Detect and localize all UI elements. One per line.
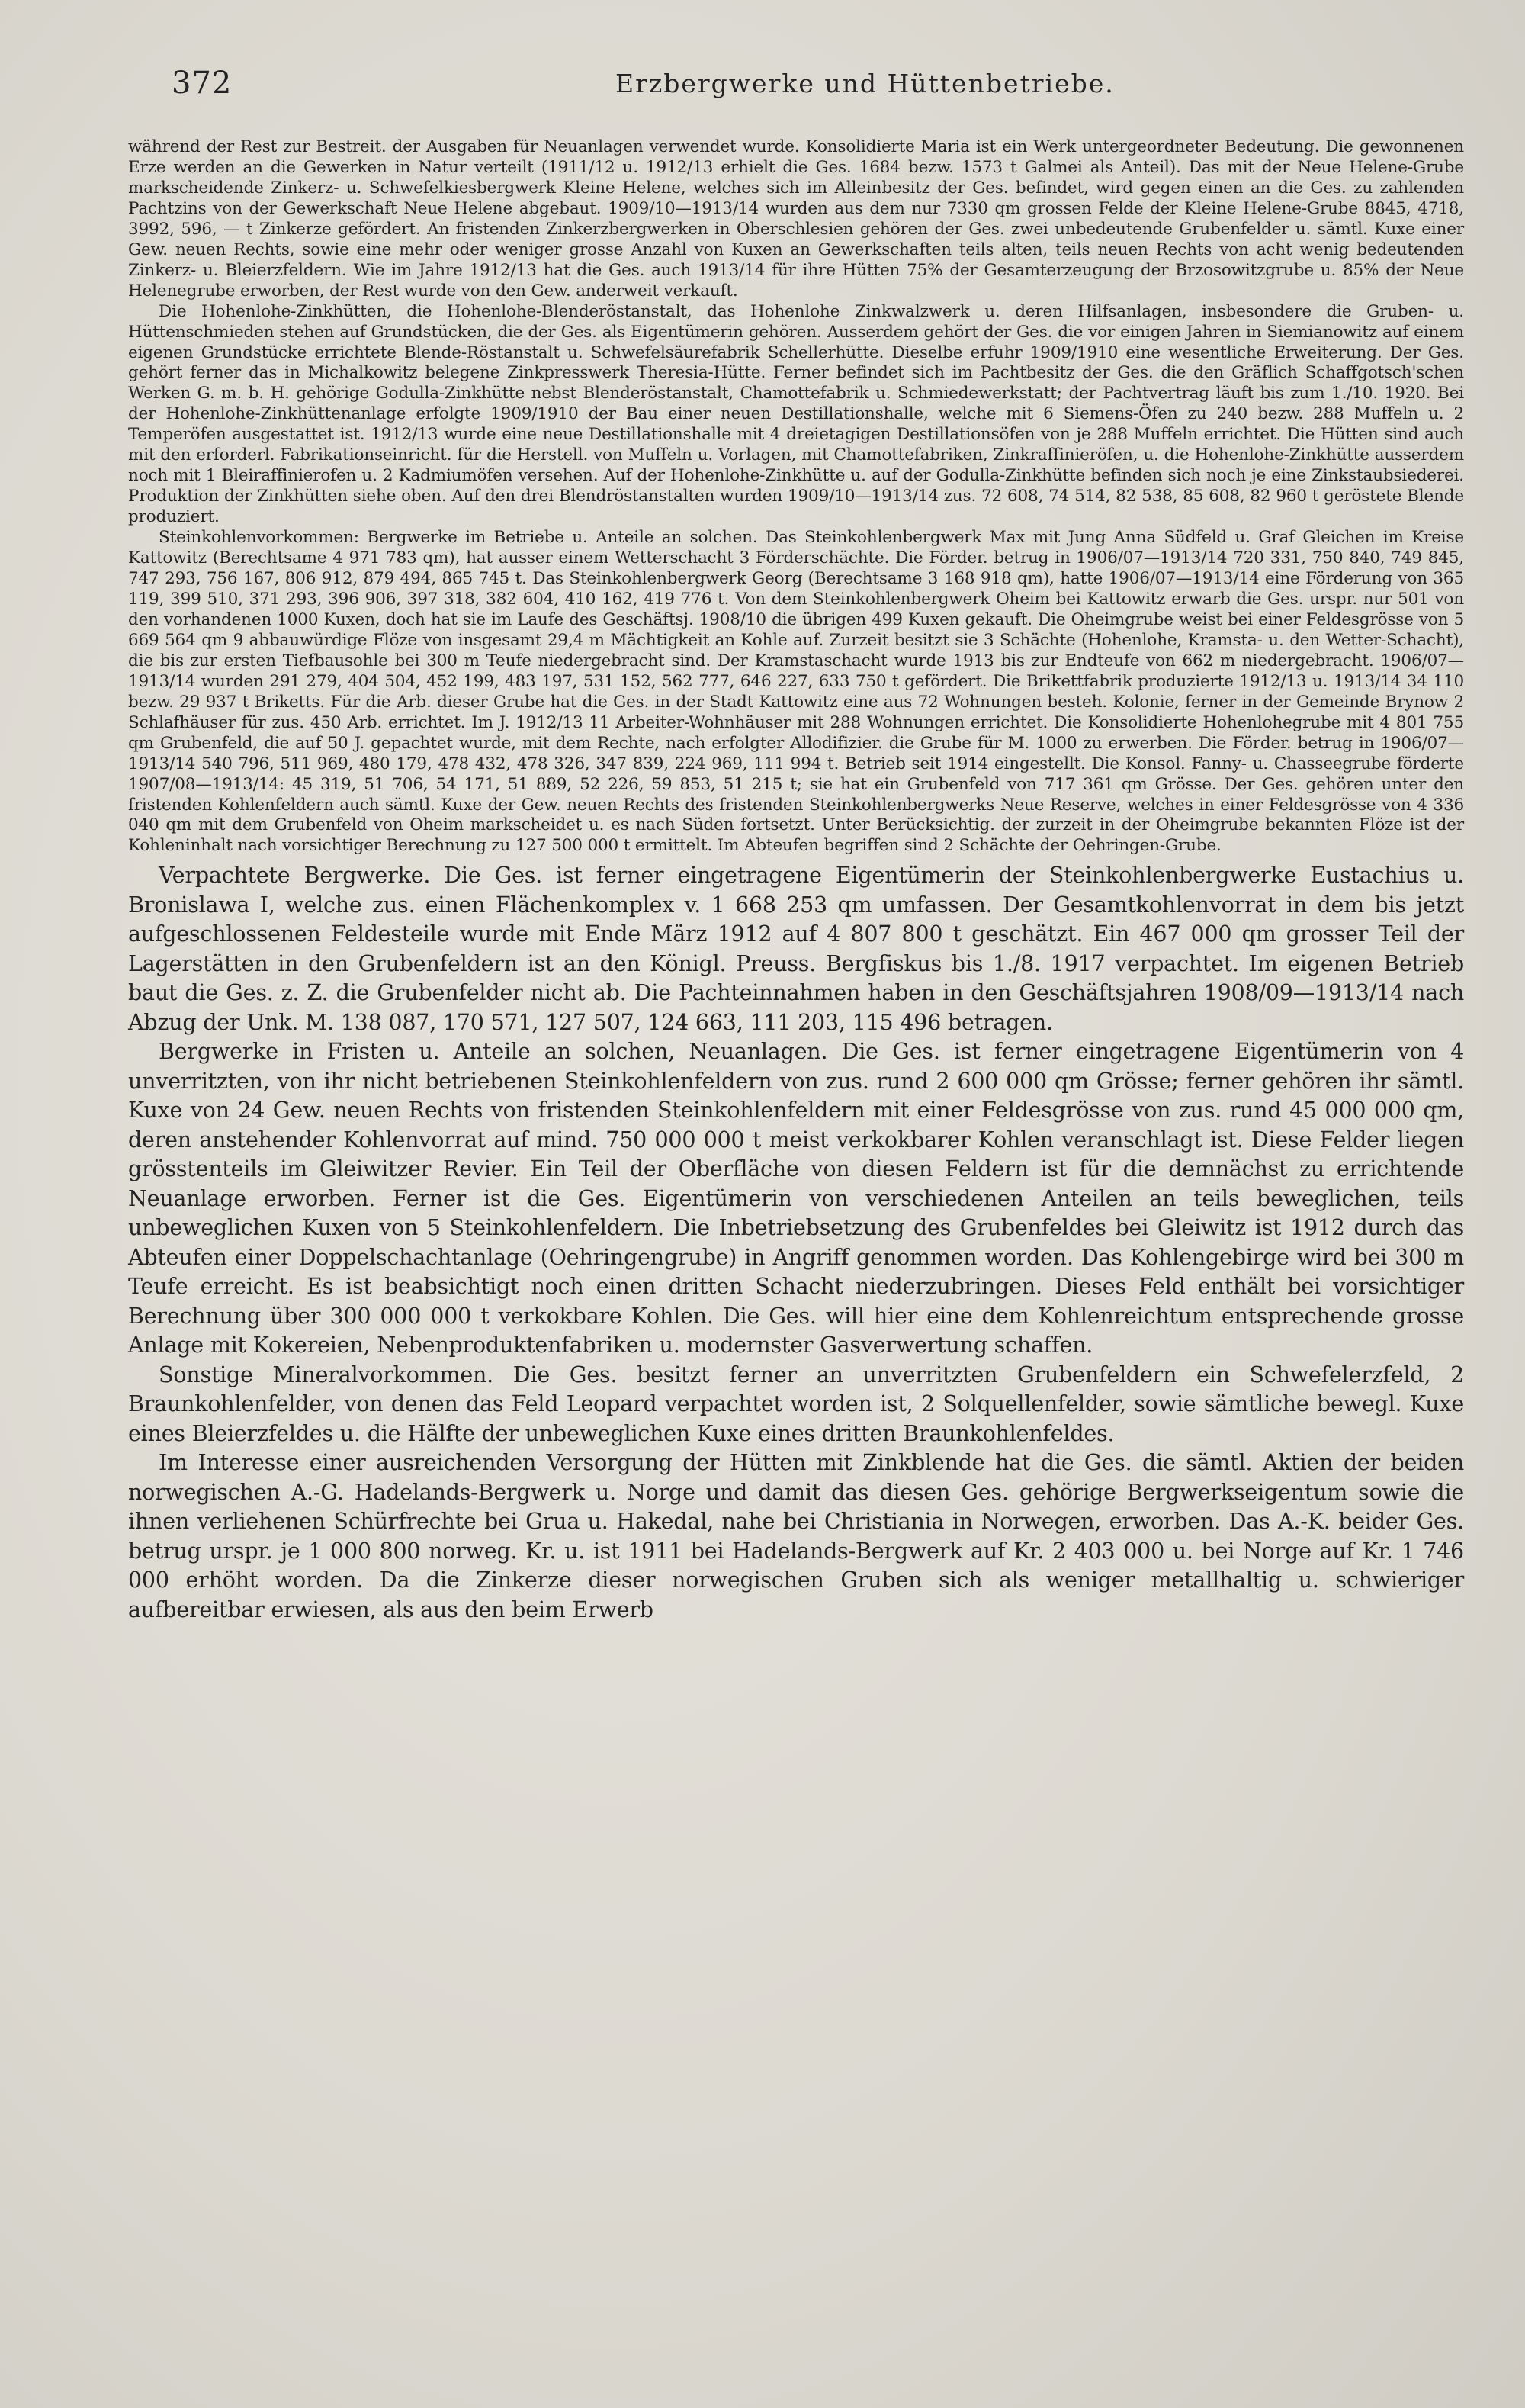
paragraph-galmei-zinkerz: während der Rest zur Bestreit. der Ausgaben für Neuanlagen verwendet wurde. Konsolidierte Maria ist ein Werk untergeordneter Bedeutung. Die gewonnenen Erze werden an die Gewerken in Natur verteilt (1911/12 u. 1912/13 erhielt die Ges. 1684 bezw. 1573 t Galmei als Anteil). Das mit der Neue Helene-Grube markscheidende Zinkerz- u. Schwefelkiesbergwerk Kleine Helene, welches sich im Alleinbesitz der Ges. befindet, wird gegen einen an die Ges. zu zahlenden Pachtzins von der Gewerkschaft Neue Helene abgebaut. 1909/10—1913/14 wurden aus dem nur 7330 qm grossen Felde der Kleine Helene-Grube 8845, 4718, 3992, 596, — t Zinkerze gefördert. An fristenden Zinkerzbergwerken in Oberschlesien gehören der Ges. zwei unbedeutende Grubenfelder u. sämtl. Kuxe einer Gew. neuen Rechts, sowie eine mehr oder weniger grosse Anzahl von Kuxen an Gewerkschaften teils alten, teils neuen Rechts von acht wenig bedeutenden Zinkerz- u. Bleierzfeldern. Wie im Jahre 1912/13 hat die Ges. auch 1913/14 für ihre Hütten 75% der Gesamterzeugung der Brzosowitzgrube u. 85% der Neue Helenegrube erworben, der Rest wurde von den Gew. anderweit verkauft. — [128, 137, 1464, 301]
body-text — [128, 137, 1464, 1625]
page-header — [172, 59, 1468, 105]
paragraph-bergwerke-in-fristen: Bergwerke in Fristen u. Anteile an solchen, Neuanlagen. Die Ges. ist ferner eingetragene Eigentümerin von 4 unverritzten, von ihr nicht betriebenen Steinkohlenfeldern von zus. rund 2 600 000 qm Grösse; ferner gehören ihr sämtl. Kuxe von 24 Gew. neuen Rechts von fristenden Steinkohlenfeldern mit einer Feldesgrösse von zus. rund 45 000 000 qm, deren anstehender Kohlenvorrat auf mind. 750 000 000 t meist verkokbarer Kohlen veranschlagt ist. Diese Felder liegen grösstenteils im Gleiwitzer Revier. Ein Teil der Oberfläche von diesen Feldern ist für die demnächst zu errichtende Neuanlage erworben. Ferner ist die Ges. Eigentümerin von verschiedenen Anteilen an teils beweglichen, teils unbeweglichen Kuxen von 5 Steinkohlenfeldern. Die Inbetriebsetzung des Grubenfeldes bei Gleiwitz ist 1912 durch das Abteufen einer Doppelschachtanlage (Oehringengrube) in Angriff genommen worden. Das Kohlengebirge wird bei 300 m Teufe erreicht. Es ist beabsichtigt noch einen dritten Schacht niederzubringen. Dieses Feld enthält bei vorsichtiger Berechnung über 300 000 000 t verkokbare Kohlen. Die Ges. will hier eine dem Kohlenreichtum entsprechende grosse Anlage mit Kokereien, Nebenproduktenfabriken u. modernster Gasverwertung schaffen. — [128, 1039, 1464, 1358]
paragraph-zinkhuetten: Die Hohenlohe-Zinkhütten, die Hohenlohe-Blenderöstanstalt, das Hohenlohe Zinkwalzwerk u. deren Hilfsanlagen, insbesondere die Gruben- u. Hüttenschmieden stehen auf Grundstücken, die der Ges. als Eigentümerin gehören. Ausserdem gehört der Ges. die vor einigen Jahren in Siemianowitz auf einem eigenen Grundstücke errichtete Blende-Röstanstalt u. Schwefelsäurefabrik Schellerhütte. Dieselbe erfuhr 1909/1910 eine wesentliche Erweiterung. Der Ges. gehört ferner das in Michalkowitz belegene Zinkpresswerk Theresia-Hütte. Ferner befindet sich im Pachtbesitz der Ges. die den Gräflich Schaffgotsch'schen Werken G. m. b. H. gehörige Godulla-Zinkhütte nebst Blenderöstanstalt, Chamottefabrik u. Schmiedewerkstatt; der Pachtvertrag läuft bis zum 1./10. 1920. Bei der Hohenlohe-Zinkhüttenanlage erfolgte 1909/1910 der Bau einer neuen Destillationshalle, welche mit 6 Siemens-Öfen zu 240 bezw. 288 Muffeln u. 2 Temperöfen ausgestattet ist. 1912/13 wurde eine neue Destillationshalle mit 4 dreietagigen Destillationsöfen von je 288 Muffeln errichtet. Die Hütten sind auch mit den erforderl. Fabrikationseinricht. für die Herstell. von Muffeln u. Vorlagen, mit Chamottefabriken, Zinkraffinieröfen, u. die Hohenlohe-Zinkhütte ausserdem noch mit 1 Bleiraffinierofen u. 2 Kadmiumöfen versehen. Auf der Hohenlohe-Zinkhütte u. auf der Godulla-Zinkhütte befinden sich noch je eine Zinkstaubsiederei. Produktion der Zinkhütten siehe oben. Auf den drei Blendröstanstalten wurden 1909/10—1913/14 zus. 72 608, 74 514, 82 538, 85 608, 82 960 t geröstete Blende produziert. — [128, 301, 1464, 527]
paragraph-zinkblende-norwegen: Im Interesse einer ausreichenden Versorgung der Hütten mit Zinkblende hat die Ges. die sämtl. Aktien der beiden norwegischen A.-G. Hadelands-Bergwerk u. Norge und damit das diesen Ges. gehörige Bergwerkseigentum sowie die ihnen verliehenen Schürfrechte bei Grua u. Hakedal, nahe bei Christiania in Norwegen, erworben. Das A.-K. beider Ges. betrug urspr. je 1 000 800 norweg. Kr. u. ist 1911 bei Hadelands-Bergwerk auf Kr. 2 403 000 u. bei Norge auf Kr. 1 746 000 erhöht worden. Da die Zinkerze dieser norwegischen Gruben sich als weniger metallhaltig u. schwieriger aufbereitbar erwiesen, als aus den beim Erwerb — [128, 1450, 1464, 1622]
page-number: 372 — [172, 66, 233, 101]
paragraph-verpachtete-bergwerke: Verpachtete Bergwerke. Die Ges. ist ferner eingetragene Eigentümerin der Steinkohlenbergwerke Eustachius u. Bronislawa I, welche zus. einen Flächenkomplex v. 1 668 253 qm umfassen. Der Gesamtkohlenvorrat in dem bis jetzt aufgeschlossenen Feldesteile wurde mit Ende März 1912 auf 4 807 800 t geschätzt. Ein 467 000 qm grosser Teil der Lagerstätten in den Grubenfeldern ist an den Königl. Preuss. Bergfiskus bis 1./8. 1917 verpachtet. Im eigenen Betrieb baut die Ges. z. Z. die Grubenfelder nicht ab. Die Pachteinnahmen haben in den Geschäftsjahren 1908/09—1913/14 nach Abzug der Unk. M. 138 087, 170 571, 127 507, 124 663, 111 203, 115 496 betragen. — [128, 863, 1464, 1035]
paragraph-steinkohlenvorkommen: Steinkohlenvorkommen: Bergwerke im Betriebe u. Anteile an solchen. Das Steinkohlenbergwerk Max mit Jung Anna Südfeld u. Graf Gleichen im Kreise Kattowitz (Berechtsame 4 971 783 qm), hat ausser einem Wetterschacht 3 Förderschächte. Die Förder. betrug in 1906/07—1913/14 720 331, 750 840, 749 845, 747 293, 756 167, 806 912, 879 494, 865 745 t. Das Steinkohlenbergwerk Georg (Berechtsame 3 168 918 qm), hatte 1906/07—1913/14 eine Förderung von 365 119, 399 510, 371 293, 396 906, 397 318, 382 604, 410 162, 419 776 t. Von dem Steinkohlenbergwerk Oheim bei Kattowitz erwarb die Ges. urspr. nur 501 von den vorhandenen 1000 Kuxen, doch hat sie im Laufe des Geschäftsj. 1908/10 die übrigen 499 Kuxen gekauft. Die Oheimgrube weist bei einer Feldesgrösse von 5 669 564 qm 9 abbauwürdige Flöze von insgesamt 29,4 m Mächtigkeit an Kohle auf. Zurzeit besitzt sie 3 Schächte (Hohenlohe, Kramsta- u. den Wetter-Schacht), die bis zur ersten Tiefbausohle bei 300 m Teufe niedergebracht sind. Der Kramstaschacht wurde 1913 bis zur Endteufe von 662 m niedergebracht. 1906/07—1913/14 wurden 291 279, 404 504, 452 199, 483 197, 531 152, 562 777, 646 227, 633 750 t gefördert. Die Brikettfabrik produzierte 1912/13 u. 1913/14 34 110 bezw. 29 937 t Briketts. Für die Arb. dieser Grube hat die Ges. in der Stadt Kattowitz eine aus 72 Wohnungen besteh. Kolonie, ferner in der Gemeinde Brynow 2 Schlafhäuser für zus. 450 Arb. errichtet. Im J. 1912/13 11 Arbeiter-Wohnhäuser mit 288 Wohnungen errichtet. Die Konsolidierte Hohenlohegrube mit 4 801 755 qm Grubenfeld, die auf 50 J. gepachtet wurde, mit dem Rechte, nach erfolgter Allodifizier. die Grube für M. 1000 zu erwerben. Die Förder. betrug in 1906/07—1913/14 540 796, 511 969, 480 179, 478 432, 478 326, 347 839, 224 969, 111 994 t. Betrieb seit 1914 eingestellt. Die Konsol. Fanny- u. Chasseegrube förderte 1907/08—1913/14: 45 319, 51 706, 54 171, 51 889, 52 226, 59 853, 51 215 t; sie hat ein Grubenfeld von 717 361 qm Grösse. Der Ges. gehören unter den fristenden Kohlenfeldern auch sämtl. Kuxe der Gew. neuen Rechts des fristenden Steinkohlenbergwerks Neue Reserve, welches in einer Feldesgrösse von 4 336 040 qm mit dem Grubenfeld von Oheim markscheidet u. es nach Süden fortsetzt. Unter Berücksichtig. der zurzeit in der Oheimgrube bekannten Flöze ist der Kohleninhalt nach vorsichtiger Berechnung zu 127 500 000 t ermittelt. Im Abteufen begriffen sind 2 Schächte der Oehringen-Grube. — [128, 528, 1464, 856]
running-head: Erzbergwerke und Hüttenbetriebe. — [615, 69, 1115, 98]
paragraph-sonstige-mineralvorkommen: Sonstige Mineralvorkommen. Die Ges. besitzt ferner an unverritzten Grubenfeldern ein Schwefelerzfeld, 2 Braunkohlenfelder, von denen das Feld Leopard verpachtet worden ist, 2 Solquellenfelder, sowie sämtliche bewegl. Kuxe eines Bleierzfeldes u. die Hälfte der unbeweglichen Kuxe eines dritten Braunkohlenfeldes. — [128, 1362, 1464, 1446]
